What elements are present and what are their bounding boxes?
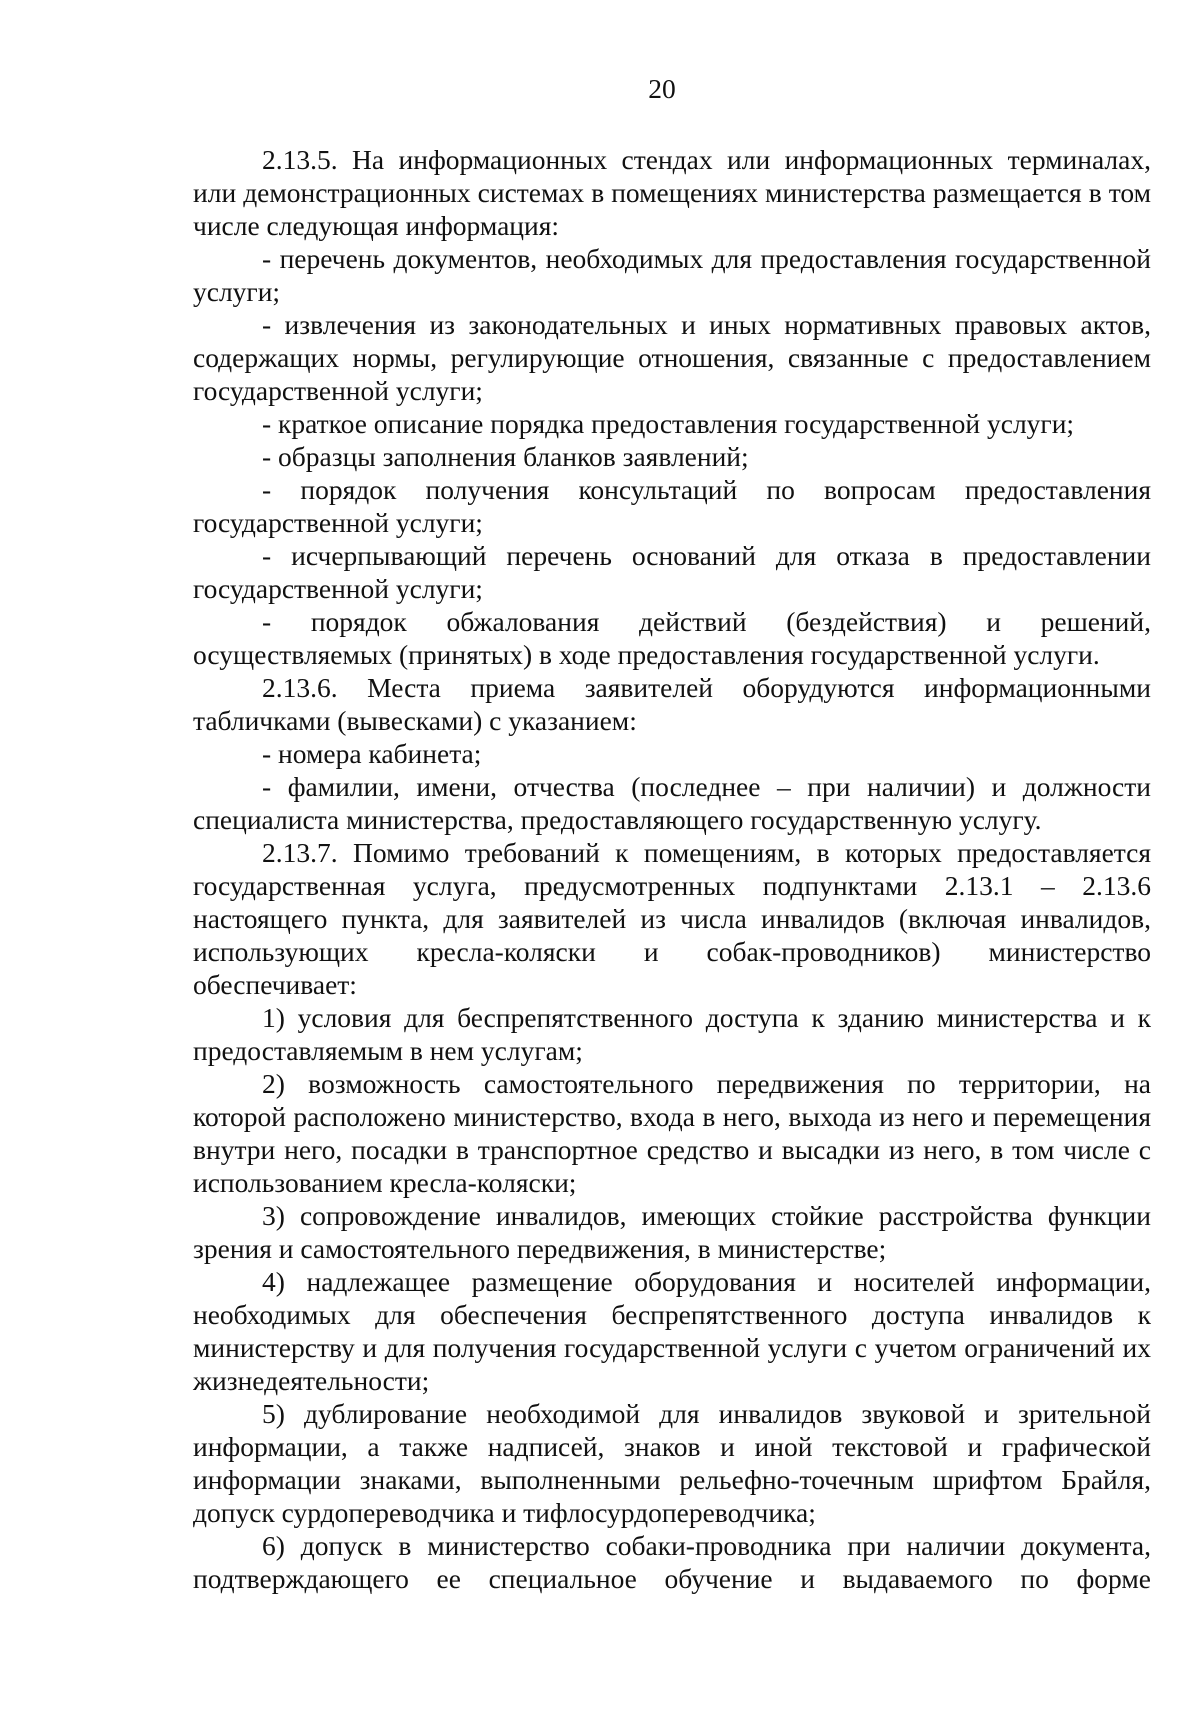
list-item-consultations: - порядок получения консультаций по вопросам предоставления государственной услуги; [193,474,1151,538]
list-item-documents: - перечень документов, необходимых для предоставления государственной услуги; [193,243,1151,307]
numbered-item-1: 1) условия для беспрепятственного доступа к зданию министерства и к предоставляемым в нем услугам; [193,1002,1151,1066]
numbered-item-2: 2) возможность самостоятельного передвижения по территории, на которой расположено министерство, входа в него, выхода из него и перемещения внутри него, посадки в транспортное средство и высадки из него, в том числе с использованием кресла-коляски; [193,1068,1151,1198]
numbered-item-5: 5) дублирование необходимой для инвалидов звуковой и зрительной информации, а также надписей, знаков и иной текстовой и графической информации знаками, выполненными рельефно-точечным шрифтом Брайля, допуск сурдопереводчика и тифлосурдопереводчика; [193,1398,1151,1528]
list-item-procedure-summary: - краткое описание порядка предоставления государственной услуги; [262,408,1075,439]
numbered-item-6: 6) допуск в министерство собаки-проводника при наличии документа, подтверждающего ее специальное обучение и выдаваемого по форме [193,1530,1151,1594]
list-item-legal-extracts: - извлечения из законодательных и иных нормативных правовых актов, содержащих нормы, регулирующие отношения, связанные с предоставлением государственной услуги; [193,309,1151,406]
list-item-room-number: - номера кабинета; [262,738,482,769]
list-item-appeal-procedure: - порядок обжалования действий (бездействия) и решений, осуществляемых (принятых) в ходе предоставления государственной услуги. [193,606,1151,670]
paragraph-2-13-7: 2.13.7. Помимо требований к помещениям, в которых предоставляется государственная услуга, предусмотренных подпунктами 2.13.1 – 2.13.6 настоящего пункта, для заявителей из числа инвалидов (включая инвалидов, использующих кресла-коляски и собак-проводников) министерство обеспечивает: [193,837,1151,1000]
numbered-item-3: 3) сопровождение инвалидов, имеющих стойкие расстройства функции зрения и самостоятельного передвижения, в министерстве; [193,1200,1151,1264]
list-item-specialist-name: - фамилии, имени, отчества (последнее – при наличии) и должности специалиста министерства, предоставляющего государственную услугу. [193,771,1151,835]
document-body [193,143,1151,1595]
paragraph-2-13-5: 2.13.5. На информационных стендах или информационных терминалах, или демонстрационных системах в помещениях министерства размещается в том числе следующая информация: [193,144,1151,241]
page-number: 20 [648,73,676,104]
list-item-refusal-grounds: - исчерпывающий перечень оснований для отказа в предоставлении государственной услуги; [193,540,1151,604]
list-item-form-samples: - образцы заполнения бланков заявлений; [262,441,749,472]
numbered-item-4: 4) надлежащее размещение оборудования и носителей информации, необходимых для обеспечения беспрепятственного доступа инвалидов к министерству и для получения государственной услуги с учетом ограничений их жизнедеятельности; [193,1266,1151,1396]
paragraph-2-13-6: 2.13.6. Места приема заявителей оборудуются информационными табличками (вывесками) с указанием: [193,672,1151,736]
